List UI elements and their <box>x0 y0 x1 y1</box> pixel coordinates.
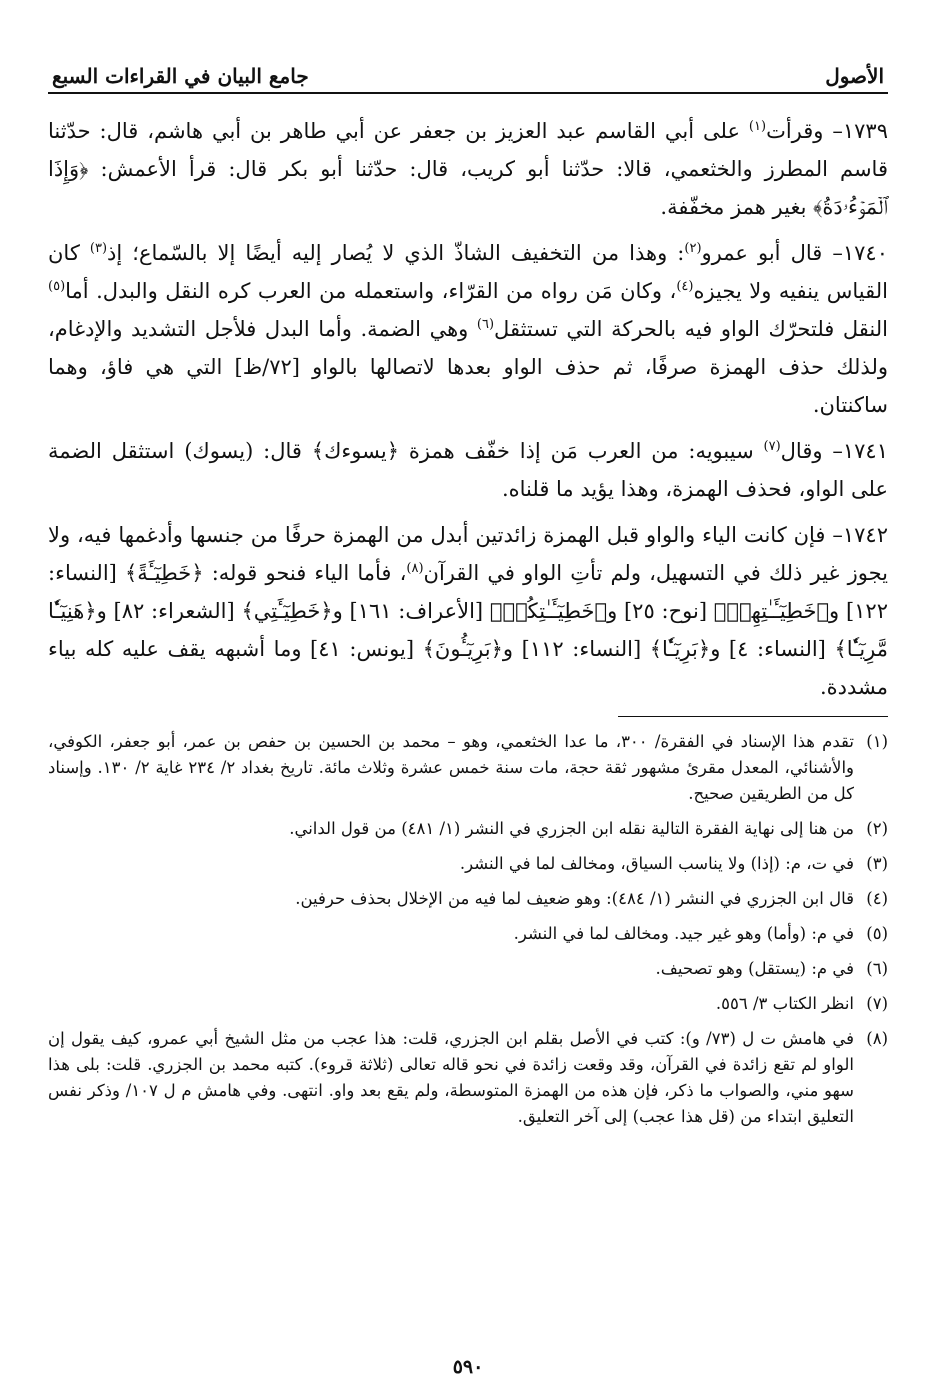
paragraph-text: قال أبو عمرو <box>701 241 823 265</box>
footnote-text: قال ابن الجزري في النشر (١/ ٤٨٤): وهو ضعيف لما فيه من الإخلال بحذف حرفين. <box>295 889 854 908</box>
footnote-text: تقدم هذا الإسناد في الفقرة/ ٣٠٠، ما عدا الخثعمي، وهو – محمد بن الحسين بن حفص بن عمر، أبو جعفر، الكوفي، والأشنائي، المعدل مقرئ مشهور ثقة حجة، مات سنة خمس عشرة وثلاث مائة. تاريخ بغداد ٢/ ٢٣٤ غاية ٢/ ١٣٠. وإسناد كل من الطريقين صحيح. <box>48 732 854 803</box>
page-number: ٥٩٠ <box>452 1356 484 1378</box>
paragraph-text: على أبي القاسم عبد العزيز بن جعفر عن أبي طاهر بن أبي هاشم، قال: حدّثنا قاسم المطرز والخثعمي، قالا: حدّثنا أبو كريب، قال: حدّثنا أبو بكر قال: قرأ الأعمش: ﴿وَإِذَا ٱلۡمَوۡءُۥدَةُ﴾ بغير همز مخفّفة. <box>48 119 888 219</box>
paragraph-text: فإن كانت الياء والواو قبل الهمزة زائدتين أبدل من الهمزة حرفًا من جنسها وأدغمها فيه، ولا يجوز غير ذلك في التسهيل، ولم تأتِ الواو في القرآن <box>48 523 888 585</box>
paragraph-text: ، فأما الياء فنحو قوله: ﴿خَطِيٓـَٔةً﴾ [النساء: ١٢٢] و﴿خَطِيٓـَٔـٰتِهِمۡ﴾ [نوح: ٢٥] و﴿خَطِيٓـَٔـٰتِكُمۡ﴾ [الأعراف: ١٦١] و﴿خَطِيٓـَٔتِي﴾ [الشعراء: ٨٢] و﴿هَنِيٓـٔٗا مَّرِيٓـٔٗا﴾ [النساء: ٤] و﴿بَرِيٓـٔٗا﴾ [النساء: ١١٢] و﴿بَرِيٓـُٔونَ﴾ [يونس: ٤١] وما أشبهه يقف عليه كله بياء مشددة. <box>48 561 889 699</box>
footnote-text: من هنا إلى نهاية الفقرة التالية نقله ابن الجزري في النشر (١/ ٤٨١) من قول الداني. <box>289 819 854 838</box>
footnote-ref[interactable]: (٤) <box>676 279 694 294</box>
footnote-number: (٧) <box>866 994 888 1013</box>
footnote-number: (٦) <box>866 959 888 978</box>
footnote-ref[interactable]: (١) <box>748 119 767 134</box>
footnote-text: في ت، م: (إذا) ولا يناسب السياق، ومخالف لما في النشر. <box>459 854 854 873</box>
running-header <box>48 52 888 94</box>
footnote-4 <box>48 886 888 912</box>
footnote-text: انظر الكتاب ٣/ ٥٥٦. <box>715 994 854 1013</box>
paragraph-text: وهي الضمة. وأما البدل فلأجل التشديد والإدغام، ولذلك حذف الهمزة صرفًا، ثم حذف الواو بعدها لاتصالها بالواو [٧٢/ظ] التي هي فاؤ، وهما ساكنتان. <box>48 317 888 417</box>
footnote-3 <box>48 851 888 877</box>
footnote-2 <box>48 816 888 842</box>
book-page <box>48 52 888 1382</box>
paragraph-1741: ١٧٤١– وقال$^{(٧)}$ سيبويه: من العرب مَن إذا خفّف همزة ﴿يسوءك﴾ قال: (يسوك) استثقل الضمة على الواو، فحذف الهمزة، وهذا يؤيد ما قلناه. <box>48 439 888 501</box>
footnote-number: (٤) <box>866 889 888 908</box>
paragraph-text: النقل فلتحرّك الواو فيه بالحركة التي تستثقل <box>494 317 888 341</box>
paragraph-text: : وهذا من التخفيف الشاذّ الذي لا يُصار إليه أيضًا إلا بالسّماع؛ إذ <box>107 241 685 265</box>
footnote-1 <box>48 729 888 807</box>
footnote-ref[interactable]: (٦) <box>476 317 495 332</box>
paragraph-number: ١٧٣٩ <box>842 119 888 143</box>
paragraph-1739: ١٧٣٩– وقرأت$^{(١)}$ على أبي القاسم عبد العزيز بن جعفر عن أبي طاهر بن أبي هاشم، قال: حدّثنا قاسم المطرز والخثعمي، قالا: حدّثنا أبو كريب، قال: حدّثنا أبو بكر قال: قرأ الأعمش: ﴿وَإِذَا ٱلۡمَوۡءُۥدَةُ﴾ بغير همز مخفّفة. <box>48 119 888 219</box>
footnote-ref[interactable]: (٢) <box>684 241 702 256</box>
footnote-6 <box>48 956 888 982</box>
footnote-8 <box>48 1026 888 1130</box>
paragraph-1740: ١٧٤٠– قال أبو عمرو$^{(٢)}$: وهذا من التخفيف الشاذّ الذي لا يُصار إليه أيضًا إلا بالسّماع؛ إذ$^{(٣)}$ كان القياس ينفيه ولا يجيزه$^{(٤)}$، وكان مَن رواه من القرّاء، واستعمله من العرب كره النقل والبدل. أما$^{(٥)}$ النقل فلتحرّك الواو فيه بالحركة التي تستثقل$^{(٦)}$ وهي الضمة. وأما البدل فلأجل التشديد والإدغام، ولذلك حذف الهمزة صرفًا، ثم حذف الواو بعدها لاتصالها بالواو [٧٢/ظ] التي هي فاؤ، وهما ساكنتان. <box>48 241 888 417</box>
header-book-title: جامع البيان في القراءات السبع <box>52 64 309 88</box>
paragraph-number: ١٧٤٠ <box>842 241 888 265</box>
footnote-number: (٢) <box>866 819 888 838</box>
footnote-text: في م: (وأما) وهو غير جيد. ومخالف لما في النشر. <box>513 924 854 943</box>
paragraph-number: ١٧٤٢ <box>842 523 888 547</box>
footnote-text: في هامش ت ل (٧٣/ و): كتب في الأصل بقلم ابن الجزري، قلت: هذا عجب من مثل الشيخ أبي عمرو، كيف يقول إن الواو لم تقع زائدة في القرآن، وقد وقعت زائدة في نحو قاله تعالى (ثلاثة قروء). كتبه محمد بن الجزري. قلت: بلى هذا سهو مني، والصواب ما ذكر، فإن هذه من الهمزة المتوسطة، ولم يقع بعد واو. انتهى. وفي هامش م ل ١٠٧/ وذكر نفس التعليق ابتداء من (قل هذا عجب) إلى آخر التعليق. <box>48 1029 854 1126</box>
paragraph-text: وقال <box>780 439 823 463</box>
paragraph-text: كان القياس ينفيه ولا يجيزه <box>48 241 888 303</box>
footnote-5 <box>48 921 888 947</box>
footnote-ref[interactable]: (٧) <box>763 439 781 454</box>
footnotes <box>48 729 888 1130</box>
footnote-ref[interactable]: (٥) <box>48 279 66 294</box>
footnote-ref[interactable]: (٣) <box>89 241 108 256</box>
footnote-text: في م: (يستقل) وهو تصحيف. <box>655 959 854 978</box>
header-section-title: الأصول <box>825 64 884 88</box>
paragraph-text: ، وكان مَن رواه من القرّاء، واستعمله من العرب كره النقل والبدل. أما <box>65 279 677 303</box>
footnote-7 <box>48 991 888 1017</box>
footnote-number: (١) <box>866 732 888 751</box>
footnote-ref[interactable]: (٨) <box>406 561 424 576</box>
paragraph-1742: ١٧٤٢– فإن كانت الياء والواو قبل الهمزة زائدتين أبدل من الهمزة حرفًا من جنسها وأدغمها فيه، ولا يجوز غير ذلك في التسهيل، ولم تأتِ الواو في القرآن$^{(٨)}$، فأما الياء فنحو قوله: ﴿خَطِيٓـَٔةً﴾ [النساء: ١٢٢] و﴿خَطِيٓـَٔـٰتِهِمۡ﴾ [نوح: ٢٥] و﴿خَطِيٓـَٔـٰتِكُمۡ﴾ [الأعراف: ١٦١] و﴿خَطِيٓـَٔتِي﴾ [الشعراء: ٨٢] و﴿هَنِيٓـٔٗا مَّرِيٓـٔٗا﴾ [النساء: ٤] و﴿بَرِيٓـٔٗا﴾ [النساء: ١١٢] و﴿بَرِيٓـُٔونَ﴾ [يونس: ٤١] وما أشبهه يقف عليه كله بياء مشددة. <box>48 523 889 699</box>
main-text <box>48 112 888 706</box>
footnote-separator <box>618 716 888 717</box>
footnote-number: (٣) <box>866 854 888 873</box>
paragraph-number: ١٧٤١ <box>842 439 888 463</box>
paragraph-text: وقرأت <box>766 119 824 143</box>
footnote-number: (٥) <box>866 924 888 943</box>
paragraph-text: سيبويه: من العرب مَن إذا خفّف همزة ﴿يسوءك﴾ قال: (يسوك) استثقل الضمة على الواو، فحذف الهمزة، وهذا يؤيد ما قلناه. <box>48 439 888 501</box>
footnote-number: (٨) <box>866 1029 888 1048</box>
